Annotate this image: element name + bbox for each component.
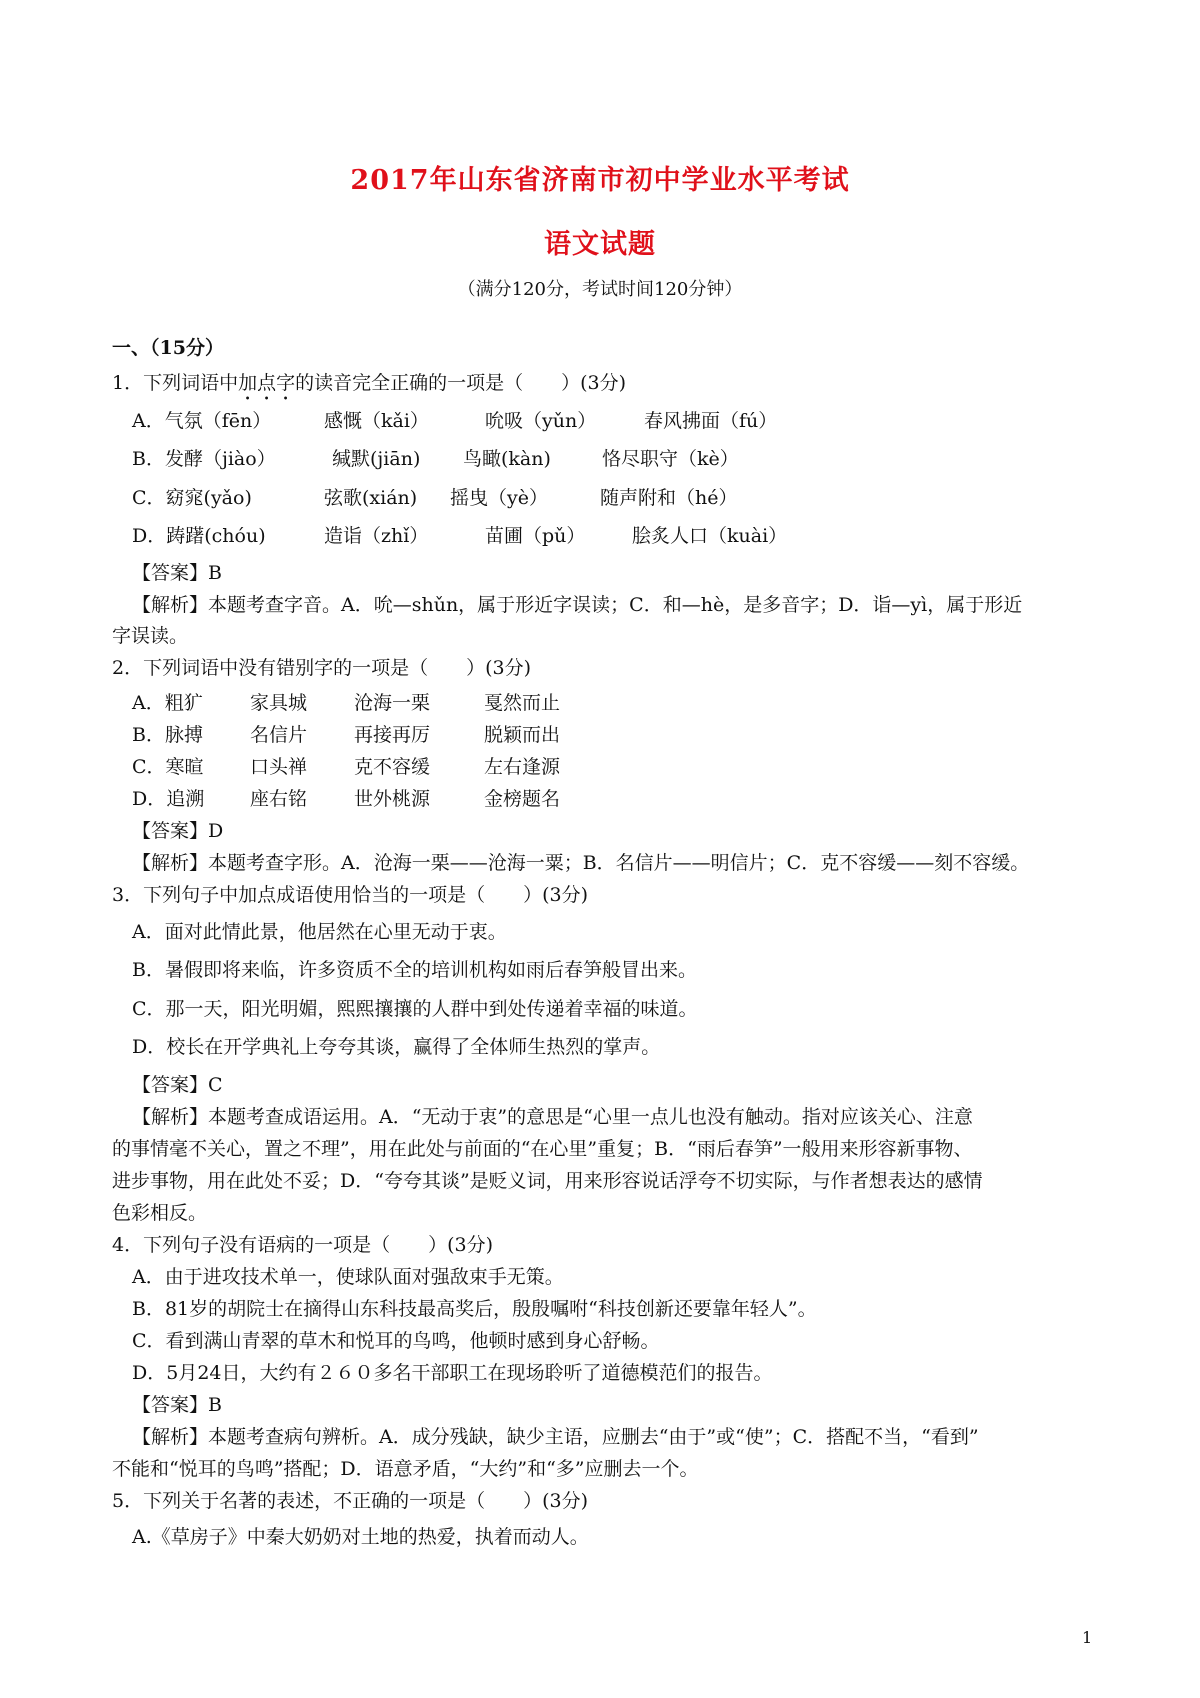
exam-note: （满分120分，考试时间120分钟） (457, 279, 743, 300)
question-1-option-c: C．窈窕(yǎo) 弦歌(xián) 摇曳（yè） 随声附和（hé） (132, 487, 738, 509)
question-4-option-d: D．5月24日，大约有２６０多名干部职工在现场聆听了道德模范们的报告。 (132, 1362, 773, 1384)
question-4-option-a: A．由于进攻技术单一，使球队面对强敌束手无策。 (132, 1266, 564, 1288)
question-4-answer: 【答案】B (132, 1394, 222, 1416)
question-5-option-a: A.《草房子》中秦大奶奶对土地的热爱，执着而动人。 (132, 1526, 589, 1548)
question-3-analysis-line-4: 色彩相反。 (112, 1202, 208, 1224)
question-1-option-b: B．发酵（jiào） 缄默(jiān) 鸟瞰(kàn) 恪尽职守（kè） (132, 448, 739, 470)
question-2-analysis: 【解析】本题考查字形。A．沧海一栗——沧海一粟；B．名信片——明信片；C．克不容缓——刻不容缓。 (132, 852, 1030, 874)
exam-title: 2017年山东省济南市初中学业水平考试 (350, 165, 850, 196)
question-3-analysis-line-2: 的事情毫不关心，置之不理”，用在此处与前面的“在心里”重复；B．“雨后春笋”一般用来形容新事物、 (112, 1138, 973, 1160)
question-4-option-b: B．81岁的胡院士在摘得山东科技最高奖后，殷殷嘱咐“科技创新还要靠年轻人”。 (132, 1298, 817, 1320)
question-3-stem: 3．下列句子中加点成语使用恰当的一项是（ ）(3分) (112, 884, 589, 906)
question-3-analysis-line-1: 【解析】本题考查成语运用。A．“无动于衷”的意思是“心里一点儿也没有触动。指对应该关心、注意 (132, 1106, 973, 1128)
question-2-answer: 【答案】D (132, 820, 224, 842)
question-1-analysis-line-1: 【解析】本题考查字音。A．吮—shǔn，属于形近字误读；C．和—hè，是多音字；D．诣—yì，属于形近 (132, 594, 1023, 616)
question-1-answer: 【答案】B (132, 562, 222, 584)
question-5-stem: 5．下列关于名著的表述，不正确的一项是（ ）(3分) (112, 1490, 589, 1512)
question-2-option-c: C．寒暄 口头禅 克不容缓 左右逢源 (132, 756, 561, 778)
question-2-option-a: A．粗犷 家具城 沧海一栗 戛然而止 (132, 692, 561, 714)
question-4-analysis-line-2: 不能和“悦耳的鸟鸣”搭配；D．语意矛盾，“大约”和“多”应删去一个。 (112, 1458, 699, 1480)
question-4-analysis-line-1: 【解析】本题考查病句辨析。A．成分残缺，缺少主语，应删去“由于”或“使”；C．搭配不当，“看到” (132, 1426, 979, 1448)
question-1-analysis-line-2: 字误读。 (112, 625, 189, 647)
question-3-answer: 【答案】C (132, 1074, 223, 1096)
question-1-option-a: A．气氛（fēn） 感慨（kǎi） 吮吸（yǔn） 春风拂面（fú） (132, 410, 778, 432)
question-3-option-a: A．面对此情此景，他居然在心里无动于衷。 (132, 921, 507, 943)
question-3-option-c: C．那一天，阳光明媚，熙熙攘攘的人群中到处传递着幸福的味道。 (132, 998, 698, 1020)
question-2-stem: 2．下列词语中没有错别字的一项是（ ）(3分) (112, 657, 532, 679)
question-3-analysis-line-3: 进步事物，用在此处不妥；D．“夸夸其谈”是贬义词，用来形容说话浮夸不切实际，与作者想表达的感情 (112, 1170, 983, 1192)
page-number: 1 (1082, 1628, 1093, 1647)
section-heading: 一、（15分） (112, 337, 224, 359)
question-4-option-c: C．看到满山青翠的草木和悦耳的鸟鸣，他顿时感到身心舒畅。 (132, 1330, 660, 1352)
question-2-option-b: B．脉搏 名信片 再接再厉 脱颖而出 (132, 724, 561, 746)
question-1-option-d: D．踌躇(chóu) 造诣（zhǐ） 苗圃（pǔ） 脍炙人口（kuài） (132, 525, 788, 547)
question-2-option-d: D．追溯 座右铭 世外桃源 金榜题名 (132, 788, 561, 810)
emphasis-mark: 加点字 (238, 372, 296, 394)
question-3-option-b: B．暑假即将来临，许多资质不全的培训机构如雨后春笋般冒出来。 (132, 959, 697, 981)
question-4-stem: 4．下列句子没有语病的一项是（ ）(3分) (112, 1234, 494, 1256)
question-3-option-d: D．校长在开学典礼上夸夸其谈，赢得了全体师生热烈的掌声。 (132, 1036, 661, 1058)
exam-subtitle: 语文试题 (544, 229, 656, 260)
question-1-stem: 1．下列词语中加点字的读音完全正确的一项是（ ）(3分) (112, 372, 627, 394)
